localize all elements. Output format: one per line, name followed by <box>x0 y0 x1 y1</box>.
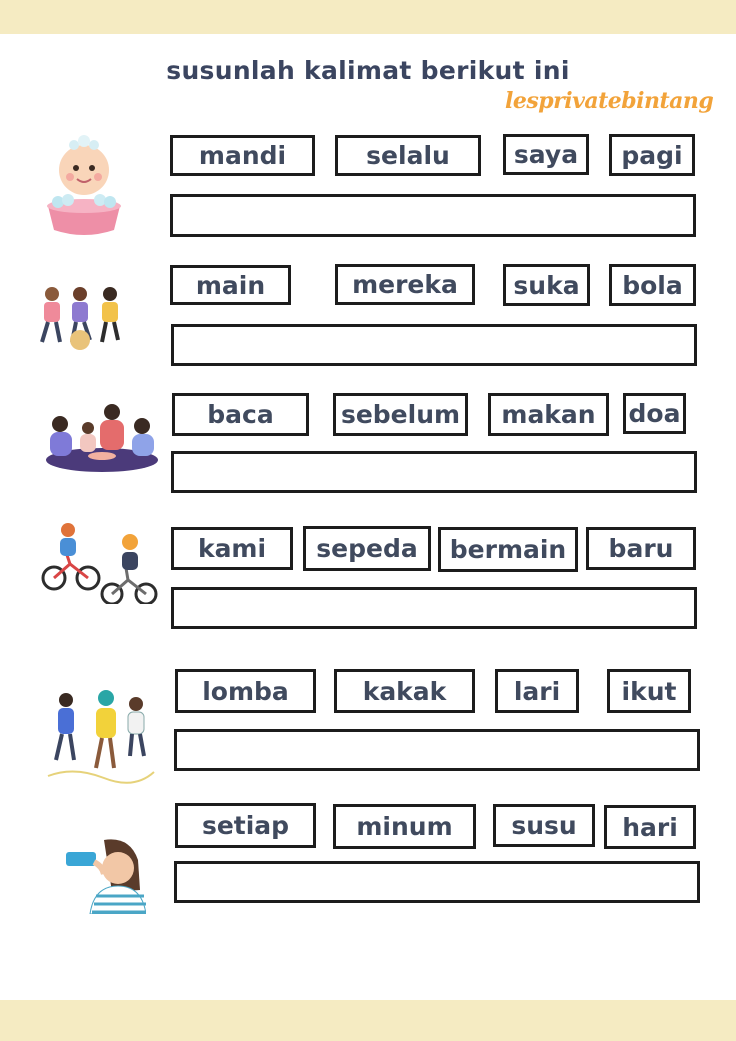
word-card[interactable]: selalu <box>335 135 481 176</box>
word-card[interactable]: pagi <box>609 134 695 176</box>
girl-drinking-icon <box>60 834 146 914</box>
kids-cycling-icon <box>40 522 160 604</box>
word-card[interactable]: sebelum <box>333 393 468 436</box>
word-card[interactable]: baru <box>586 527 696 570</box>
word-card[interactable]: bola <box>609 264 696 306</box>
baby-bath-icon <box>44 132 124 240</box>
word-card[interactable]: kami <box>171 527 293 570</box>
family-praying-meal-icon <box>44 402 160 474</box>
word-card[interactable]: minum <box>333 804 476 849</box>
bottom-band <box>0 1000 736 1041</box>
word-card[interactable]: saya <box>503 134 589 175</box>
answer-box[interactable] <box>171 324 697 366</box>
word-card[interactable]: baca <box>172 393 309 436</box>
word-card[interactable]: doa <box>623 393 686 434</box>
answer-box[interactable] <box>171 451 697 493</box>
word-card[interactable]: lomba <box>175 669 316 713</box>
word-card[interactable]: main <box>170 265 291 305</box>
top-band <box>0 0 736 34</box>
answer-box[interactable] <box>171 587 697 629</box>
word-card[interactable]: suka <box>503 264 590 306</box>
word-card[interactable]: susu <box>493 804 595 847</box>
word-card[interactable]: lari <box>495 669 579 713</box>
brand-watermark: lesprivatebintang <box>505 88 714 114</box>
answer-box[interactable] <box>174 729 700 771</box>
answer-box[interactable] <box>170 194 696 237</box>
word-card[interactable]: bermain <box>438 527 578 572</box>
word-card[interactable]: mandi <box>170 135 315 176</box>
kids-playing-ball-icon <box>34 282 134 352</box>
word-card[interactable]: sepeda <box>303 526 431 571</box>
word-card[interactable]: ikut <box>607 669 691 713</box>
word-card[interactable]: mereka <box>335 264 475 305</box>
page-title: susunlah kalimat berikut ini <box>166 56 570 85</box>
word-card[interactable]: kakak <box>334 669 475 713</box>
word-card[interactable]: setiap <box>175 803 316 848</box>
answer-box[interactable] <box>174 861 700 903</box>
word-card[interactable]: makan <box>488 393 609 436</box>
word-card[interactable]: hari <box>604 805 696 849</box>
kids-running-race-icon <box>44 686 156 788</box>
